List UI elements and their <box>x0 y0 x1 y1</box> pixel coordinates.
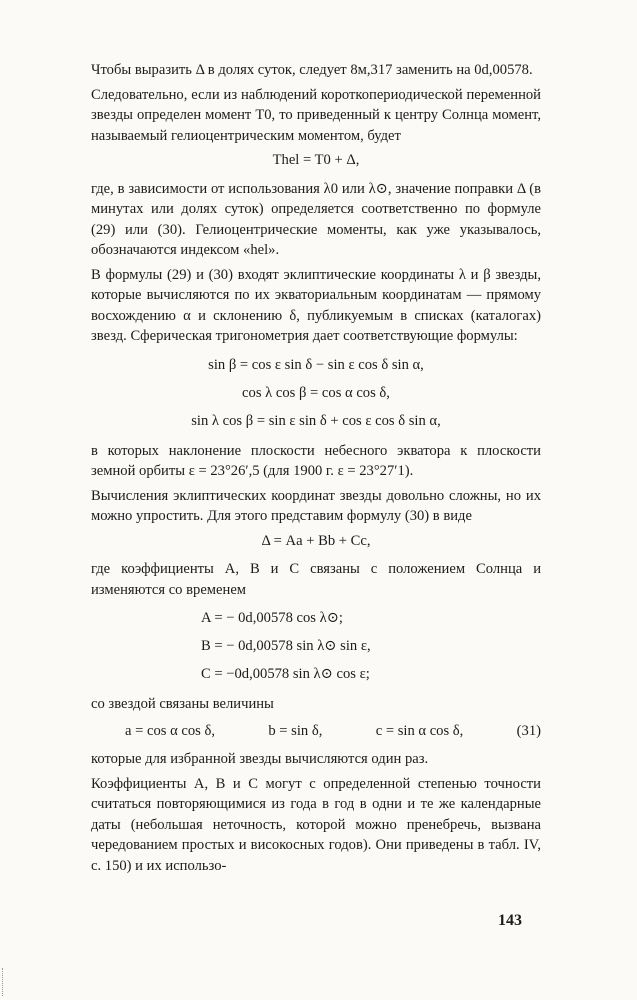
paragraph: в которых наклонение плоскости небесного экватора к плоскости земной орбиты ε = 23°26′,5 (для 1900 г. ε = 23°27′1). <box>91 442 541 479</box>
formula-group-coefficients <box>91 604 541 688</box>
formula-thel: Thel = T0 + Δ, <box>272 152 360 168</box>
paragraph: Следовательно, если из наблюдений короткопериодической переменной звезды определен момент T0, то приведенный к центру Солнца момент, называемый гелиоцентрическим моментом, будет <box>91 86 541 144</box>
paragraph: Чтобы выразить Δ в долях суток, следует 8м,317 заменить на 0d,00578. <box>91 62 533 78</box>
formula-c: c = sin α cos δ, <box>375 722 464 739</box>
formula-sin-lambda: sin λ cos β = sin ε sin δ + cos ε cos δ sin α, <box>191 412 441 429</box>
formula-coef-b: B = − 0d,00578 sin λ⊙ sin ε, <box>201 638 371 654</box>
equation-number: (31) <box>516 722 541 739</box>
formula-delta: Δ = Aa + Bb + Cc, <box>261 532 371 549</box>
formula-group-spherical <box>91 351 541 435</box>
paragraph: Вычисления эклиптических координат звезды довольно сложны, но их можно упростить. Для этого представим формулу (30) в виде <box>91 487 541 524</box>
paragraph: где, в зависимости от использования λ0 или λ⊙, значение поправки Δ (в минутах или долях суток) определяется соответственно по формуле (29) или (30). Гелиоцентрические моменты, как уже указывалось, обозначаются индексом «hel». <box>91 180 541 258</box>
formula-coef-c: C = −0d,00578 sin λ⊙ cos ε; <box>201 666 370 682</box>
formula-a: a = cos α cos δ, <box>125 722 216 739</box>
paragraph: где коэффициенты A, B и C связаны с положением Солнца и изменяются со временем <box>91 561 541 598</box>
page-body <box>91 60 541 876</box>
paragraph: В формулы (29) и (30) входят эклиптические координаты λ и β звезды, которые вычисляются по их экваториальным координатам — прямому восхождению α и склонению δ, публикуемым в списках (каталогах) звезд. Сферическая тригонометрия дает соответствующие формулы: <box>91 266 541 344</box>
page-number: 143 <box>498 912 522 929</box>
paragraph: со звездой связаны величины <box>91 696 274 712</box>
paragraph: которые для избранной звезды вычисляются один раз. <box>91 751 429 767</box>
formula-b: b = sin δ, <box>268 722 323 739</box>
paragraph: Коэффициенты A, B и C могут с определенной степенью точности считаться повторяющимися из года в год в одни и те же календарные даты (небольшая неточность, которой можно пренебречь, вызвана чередованием простых и високосных годов). Они приведены в табл. IV, с. 150) и их использо- <box>91 775 541 874</box>
formula-coef-a: A = − 0d,00578 cos λ⊙; <box>201 610 343 626</box>
formula-sin-beta: sin β = cos ε sin δ − sin ε cos δ sin α, <box>208 356 424 373</box>
formula-cos-lambda: cos λ cos β = cos α cos δ, <box>242 384 390 401</box>
formula-31 <box>125 721 541 742</box>
scan-margin-mark <box>2 968 9 996</box>
